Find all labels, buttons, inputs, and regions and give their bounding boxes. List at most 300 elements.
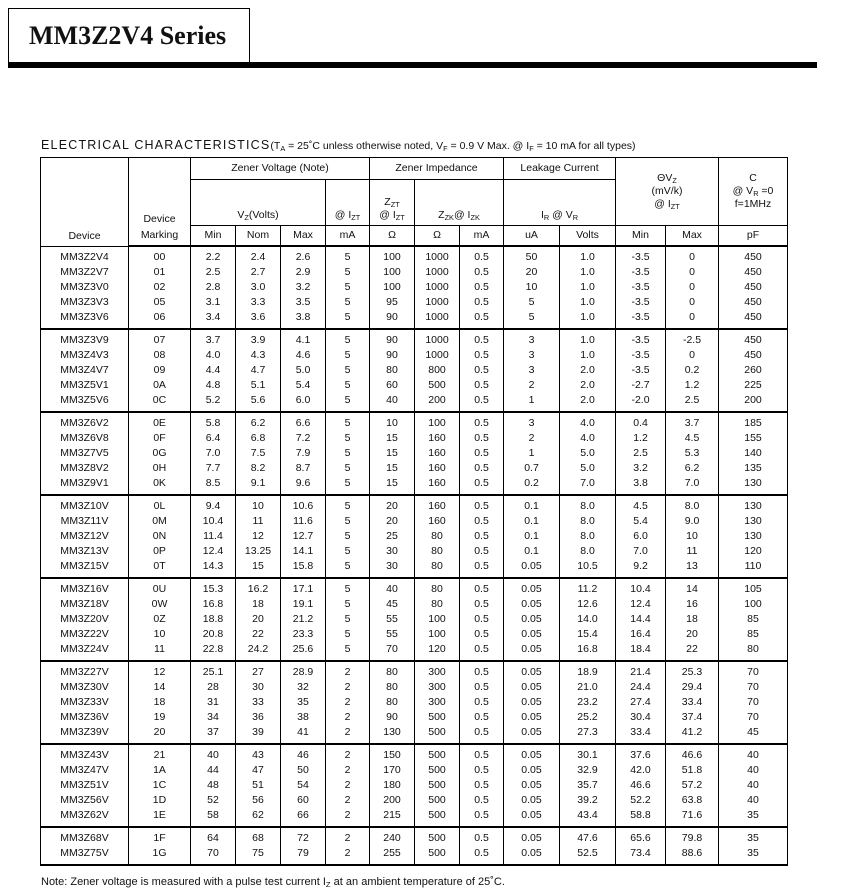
marking-cell: 06 xyxy=(129,310,191,329)
value-cell: 46.6 xyxy=(616,778,666,793)
device-cell: MM3Z5V6 xyxy=(41,393,129,412)
value-cell: 5 xyxy=(326,431,370,446)
value-cell: 0.5 xyxy=(460,763,504,778)
value-cell: 0.5 xyxy=(460,529,504,544)
value-cell: 90 xyxy=(370,348,415,363)
value-cell: 0.1 xyxy=(504,544,560,559)
value-cell: 500 xyxy=(415,710,460,725)
value-cell: 300 xyxy=(415,661,460,680)
value-cell: 0 xyxy=(666,348,719,363)
value-cell: 2 xyxy=(326,846,370,865)
value-cell: 130 xyxy=(719,476,788,495)
value-cell: 1.0 xyxy=(560,310,616,329)
note-sub: Z xyxy=(325,880,331,889)
value-cell: 12.4 xyxy=(616,597,666,612)
value-cell: 80 xyxy=(370,363,415,378)
cond-text: = 10 mA for all types) xyxy=(533,140,636,152)
value-cell: 3.2 xyxy=(281,280,326,295)
value-cell: 5 xyxy=(326,612,370,627)
cond-text: = 25˚C unless otherwise noted, V xyxy=(285,140,444,152)
value-cell: 5 xyxy=(326,329,370,348)
value-cell: 500 xyxy=(415,778,460,793)
value-cell: 0.5 xyxy=(460,612,504,627)
section-heading xyxy=(41,138,636,154)
value-cell: 71.6 xyxy=(666,808,719,827)
value-cell: 15 xyxy=(370,446,415,461)
value-cell: 25.1 xyxy=(191,661,236,680)
value-cell: 0.5 xyxy=(460,495,504,514)
h-text: @ I xyxy=(453,209,471,221)
value-cell: 800 xyxy=(415,363,460,378)
value-cell: 110 xyxy=(719,559,788,578)
value-cell: 39.2 xyxy=(560,793,616,808)
value-cell: 130 xyxy=(719,529,788,544)
value-cell: 15.4 xyxy=(560,627,616,642)
value-cell: 11 xyxy=(666,544,719,559)
value-cell: 5 xyxy=(326,348,370,363)
value-cell: 12.4 xyxy=(191,544,236,559)
value-cell: 200 xyxy=(719,393,788,412)
value-cell: 0 xyxy=(666,280,719,295)
h-text: V xyxy=(237,209,245,221)
value-cell: 100 xyxy=(415,612,460,627)
device-cell: MM3Z3V9 xyxy=(41,329,129,348)
value-cell: 70 xyxy=(191,846,236,865)
value-cell: 16.8 xyxy=(560,642,616,661)
table-row xyxy=(41,295,788,310)
unit-header: Nom xyxy=(236,226,281,247)
value-cell: 7.2 xyxy=(281,431,326,446)
value-cell: 12 xyxy=(236,529,281,544)
value-cell: 0.05 xyxy=(504,725,560,744)
value-cell: 30 xyxy=(370,559,415,578)
device-group xyxy=(41,744,788,827)
marking-cell: 10 xyxy=(129,627,191,642)
device-cell: MM3Z7V5 xyxy=(41,446,129,461)
value-cell: 0.05 xyxy=(504,680,560,695)
cond-sub: F xyxy=(529,144,534,153)
value-cell: 29.4 xyxy=(666,680,719,695)
value-cell: 15 xyxy=(370,431,415,446)
value-cell: 105 xyxy=(719,578,788,597)
value-cell: 80 xyxy=(719,642,788,661)
value-cell: 4.8 xyxy=(191,378,236,393)
value-cell: 25.3 xyxy=(666,661,719,680)
marking-cell: 01 xyxy=(129,265,191,280)
marking-cell: 14 xyxy=(129,680,191,695)
value-cell: 79.8 xyxy=(666,827,719,846)
value-cell: 0.05 xyxy=(504,710,560,725)
device-cell: MM3Z6V2 xyxy=(41,412,129,431)
h-sub: R xyxy=(543,213,550,222)
value-cell: 80 xyxy=(370,680,415,695)
device-cell: MM3Z75V xyxy=(41,846,129,865)
value-cell: 18.8 xyxy=(191,612,236,627)
value-cell: 4.0 xyxy=(560,412,616,431)
value-cell: 63.8 xyxy=(666,793,719,808)
device-cell: MM3Z24V xyxy=(41,642,129,661)
value-cell: 2 xyxy=(326,661,370,680)
value-cell: 3.1 xyxy=(191,295,236,310)
table-row xyxy=(41,461,788,476)
value-cell: 0.05 xyxy=(504,778,560,793)
value-cell: 30 xyxy=(370,544,415,559)
marking-cell: 0U xyxy=(129,578,191,597)
value-cell: 500 xyxy=(415,793,460,808)
value-cell: 15.3 xyxy=(191,578,236,597)
value-cell: 21.0 xyxy=(560,680,616,695)
value-cell: 100 xyxy=(415,412,460,431)
h-text: f=1MHz xyxy=(734,198,772,210)
value-cell: 0 xyxy=(666,246,719,265)
value-cell: 0.05 xyxy=(504,793,560,808)
value-cell: 450 xyxy=(719,246,788,265)
value-cell: 30 xyxy=(236,680,281,695)
marking-cell: 09 xyxy=(129,363,191,378)
cond-sub: F xyxy=(443,144,448,153)
value-cell: 0.5 xyxy=(460,627,504,642)
value-cell: 1000 xyxy=(415,295,460,310)
device-cell: MM3Z62V xyxy=(41,808,129,827)
h-text: =0 xyxy=(758,185,774,197)
header-at-izt xyxy=(326,180,370,226)
h-text: @ I xyxy=(334,209,352,221)
value-cell: 5 xyxy=(326,378,370,393)
value-cell: 95 xyxy=(370,295,415,310)
value-cell: 300 xyxy=(415,695,460,710)
value-cell: 500 xyxy=(415,378,460,393)
unit-header: pF xyxy=(719,226,788,247)
marking-cell: 1A xyxy=(129,763,191,778)
value-cell: 27.4 xyxy=(616,695,666,710)
value-cell: 14.0 xyxy=(560,612,616,627)
value-cell: 2 xyxy=(326,710,370,725)
value-cell: 15 xyxy=(236,559,281,578)
value-cell: 0.5 xyxy=(460,412,504,431)
h-sub: Z xyxy=(244,213,249,222)
value-cell: 10.4 xyxy=(191,514,236,529)
value-cell: 155 xyxy=(719,431,788,446)
value-cell: 0.5 xyxy=(460,827,504,846)
table-header xyxy=(41,158,788,247)
value-cell: 39 xyxy=(236,725,281,744)
marking-cell: 00 xyxy=(129,246,191,265)
h-sub: R xyxy=(572,213,579,222)
h-text: (Volts) xyxy=(248,209,279,221)
value-cell: 0.5 xyxy=(460,695,504,710)
marking-cell: 08 xyxy=(129,348,191,363)
marking-cell: 1C xyxy=(129,778,191,793)
value-cell: 85 xyxy=(719,627,788,642)
value-cell: 240 xyxy=(370,827,415,846)
value-cell: 1 xyxy=(504,446,560,461)
value-cell: 8.0 xyxy=(560,495,616,514)
value-cell: 70 xyxy=(370,642,415,661)
value-cell: 2.5 xyxy=(666,393,719,412)
value-cell: 3 xyxy=(504,363,560,378)
value-cell: 185 xyxy=(719,412,788,431)
header-marking-text: Device xyxy=(143,212,176,225)
device-group xyxy=(41,412,788,495)
value-cell: 0.5 xyxy=(460,642,504,661)
value-cell: 3 xyxy=(504,329,560,348)
value-cell: 3 xyxy=(504,348,560,363)
header-ir-vr xyxy=(504,180,616,226)
h-sub: ZK xyxy=(470,213,480,222)
header-zzt xyxy=(370,180,415,226)
value-cell: 5 xyxy=(326,446,370,461)
value-cell: 0.5 xyxy=(460,793,504,808)
value-cell: 500 xyxy=(415,725,460,744)
value-cell: 5.1 xyxy=(236,378,281,393)
value-cell: 5 xyxy=(326,514,370,529)
value-cell: 160 xyxy=(415,461,460,476)
marking-header-lower: Marking xyxy=(129,226,191,247)
value-cell: 15 xyxy=(370,476,415,495)
table-row xyxy=(41,280,788,295)
value-cell: 0.5 xyxy=(460,710,504,725)
value-cell: 500 xyxy=(415,744,460,763)
device-cell: MM3Z30V xyxy=(41,680,129,695)
value-cell: 0.5 xyxy=(460,661,504,680)
table-row xyxy=(41,744,788,763)
value-cell: 13 xyxy=(666,559,719,578)
value-cell: 1000 xyxy=(415,280,460,295)
value-cell: 28 xyxy=(191,680,236,695)
table-row xyxy=(41,661,788,680)
value-cell: 0.5 xyxy=(460,431,504,446)
device-group xyxy=(41,827,788,865)
value-cell: 100 xyxy=(415,627,460,642)
h-text: Z xyxy=(384,196,391,208)
value-cell: 33 xyxy=(236,695,281,710)
value-cell: 8.0 xyxy=(560,529,616,544)
value-cell: 5 xyxy=(326,246,370,265)
value-cell: 18 xyxy=(666,612,719,627)
marking-cell: 0T xyxy=(129,559,191,578)
marking-cell: 0Z xyxy=(129,612,191,627)
value-cell: 120 xyxy=(719,544,788,559)
value-cell: -3.5 xyxy=(616,265,666,280)
value-cell: 5.6 xyxy=(236,393,281,412)
value-cell: 80 xyxy=(415,578,460,597)
value-cell: 11.6 xyxy=(281,514,326,529)
value-cell: 2.8 xyxy=(191,280,236,295)
table-row xyxy=(41,695,788,710)
value-cell: 46 xyxy=(281,744,326,763)
footnote xyxy=(41,875,788,889)
value-cell: 450 xyxy=(719,265,788,280)
value-cell: 11.4 xyxy=(191,529,236,544)
value-cell: 450 xyxy=(719,329,788,348)
value-cell: 140 xyxy=(719,446,788,461)
value-cell: -3.5 xyxy=(616,246,666,265)
value-cell: 32 xyxy=(281,680,326,695)
value-cell: 0.2 xyxy=(504,476,560,495)
table-row xyxy=(41,529,788,544)
device-cell: MM3Z39V xyxy=(41,725,129,744)
cond-sub: A xyxy=(280,144,286,153)
value-cell: 130 xyxy=(719,514,788,529)
value-cell: 55 xyxy=(370,612,415,627)
value-cell: 6.0 xyxy=(616,529,666,544)
value-cell: 16.8 xyxy=(191,597,236,612)
value-cell: 79 xyxy=(281,846,326,865)
value-cell: 100 xyxy=(370,265,415,280)
value-cell: 0.05 xyxy=(504,827,560,846)
value-cell: 5 xyxy=(326,265,370,280)
value-cell: 37.6 xyxy=(616,744,666,763)
value-cell: -3.5 xyxy=(616,329,666,348)
value-cell: 64 xyxy=(191,827,236,846)
value-cell: 51 xyxy=(236,778,281,793)
value-cell: 35.7 xyxy=(560,778,616,793)
value-cell: 160 xyxy=(415,431,460,446)
h-sub: ZT xyxy=(390,200,400,209)
units-row xyxy=(41,226,788,247)
value-cell: 19.1 xyxy=(281,597,326,612)
value-cell: 40 xyxy=(370,393,415,412)
device-cell: MM3Z16V xyxy=(41,578,129,597)
value-cell: 2 xyxy=(326,793,370,808)
value-cell: 2.9 xyxy=(281,265,326,280)
value-cell: 0 xyxy=(666,310,719,329)
value-cell: 10.6 xyxy=(281,495,326,514)
value-cell: 1000 xyxy=(415,265,460,280)
marking-cell: 05 xyxy=(129,295,191,310)
value-cell: 4.5 xyxy=(616,495,666,514)
value-cell: 52.2 xyxy=(616,793,666,808)
value-cell: 35 xyxy=(281,695,326,710)
device-cell: MM3Z13V xyxy=(41,544,129,559)
marking-cell: 0G xyxy=(129,446,191,461)
value-cell: 135 xyxy=(719,461,788,476)
h-sub: ZK xyxy=(444,213,454,222)
value-cell: 52 xyxy=(191,793,236,808)
value-cell: 200 xyxy=(370,793,415,808)
value-cell: 1.0 xyxy=(560,329,616,348)
value-cell: 40 xyxy=(191,744,236,763)
table-row xyxy=(41,495,788,514)
header-device: Device xyxy=(41,158,129,247)
value-cell: 100 xyxy=(370,246,415,265)
table-row xyxy=(41,578,788,597)
cond-text: = 0.9 V Max. @ I xyxy=(447,140,530,152)
value-cell: 0.5 xyxy=(460,514,504,529)
value-cell: 27 xyxy=(236,661,281,680)
value-cell: 3.5 xyxy=(281,295,326,310)
table-row xyxy=(41,265,788,280)
table-row xyxy=(41,378,788,393)
table-row xyxy=(41,710,788,725)
value-cell: 48 xyxy=(191,778,236,793)
value-cell: 2 xyxy=(326,763,370,778)
table-row xyxy=(41,763,788,778)
value-cell: 5 xyxy=(326,393,370,412)
h-sub: Z xyxy=(672,176,677,185)
value-cell: 65.6 xyxy=(616,827,666,846)
value-cell: 40 xyxy=(719,778,788,793)
header-leakage-current: Leakage Current xyxy=(504,158,616,180)
value-cell: 16 xyxy=(666,597,719,612)
test-conditions xyxy=(270,140,635,152)
unit-header: Max xyxy=(281,226,326,247)
value-cell: 5 xyxy=(326,476,370,495)
value-cell: 32.9 xyxy=(560,763,616,778)
table-row xyxy=(41,612,788,627)
value-cell: 66 xyxy=(281,808,326,827)
value-cell: 3.2 xyxy=(616,461,666,476)
value-cell: 5.4 xyxy=(281,378,326,393)
value-cell: -3.5 xyxy=(616,295,666,310)
table-row xyxy=(41,778,788,793)
value-cell: 2 xyxy=(326,827,370,846)
device-cell: MM3Z3V3 xyxy=(41,295,129,310)
value-cell: 21.4 xyxy=(616,661,666,680)
value-cell: 2 xyxy=(326,778,370,793)
value-cell: 0.7 xyxy=(504,461,560,476)
marking-cell: 19 xyxy=(129,710,191,725)
marking-cell: 0C xyxy=(129,393,191,412)
marking-cell: 0A xyxy=(129,378,191,393)
table-row xyxy=(41,597,788,612)
value-cell: 8.5 xyxy=(191,476,236,495)
header-vz xyxy=(191,180,326,226)
marking-cell: 11 xyxy=(129,642,191,661)
value-cell: 0.05 xyxy=(504,642,560,661)
value-cell: 0.5 xyxy=(460,461,504,476)
marking-cell: 12 xyxy=(129,661,191,680)
value-cell: 27.3 xyxy=(560,725,616,744)
table-row xyxy=(41,725,788,744)
value-cell: 1000 xyxy=(415,329,460,348)
unit-header: mA xyxy=(460,226,504,247)
value-cell: 0.5 xyxy=(460,378,504,393)
value-cell: 2 xyxy=(326,725,370,744)
value-cell: 12.7 xyxy=(281,529,326,544)
h-text: @ I xyxy=(654,198,671,210)
value-cell: 8.0 xyxy=(560,544,616,559)
value-cell: 170 xyxy=(370,763,415,778)
value-cell: 45 xyxy=(370,597,415,612)
value-cell: 0.5 xyxy=(460,295,504,310)
value-cell: 0.1 xyxy=(504,529,560,544)
value-cell: 0.5 xyxy=(460,476,504,495)
value-cell: 8.7 xyxy=(281,461,326,476)
value-cell: 2.4 xyxy=(236,246,281,265)
value-cell: 160 xyxy=(415,446,460,461)
marking-cell: 0K xyxy=(129,476,191,495)
value-cell: 0.2 xyxy=(666,363,719,378)
value-cell: 0.5 xyxy=(460,265,504,280)
value-cell: 3.9 xyxy=(236,329,281,348)
device-cell: MM3Z4V3 xyxy=(41,348,129,363)
value-cell: 200 xyxy=(415,393,460,412)
value-cell: 5.3 xyxy=(666,446,719,461)
value-cell: 45 xyxy=(719,725,788,744)
table-row xyxy=(41,846,788,865)
marking-cell: 20 xyxy=(129,725,191,744)
value-cell: 58.8 xyxy=(616,808,666,827)
marking-cell: 0P xyxy=(129,544,191,559)
unit-header: uA xyxy=(504,226,560,247)
value-cell: 5 xyxy=(326,597,370,612)
value-cell: 450 xyxy=(719,280,788,295)
value-cell: 70 xyxy=(719,680,788,695)
table-row xyxy=(41,680,788,695)
value-cell: 40 xyxy=(719,744,788,763)
value-cell: 24.2 xyxy=(236,642,281,661)
